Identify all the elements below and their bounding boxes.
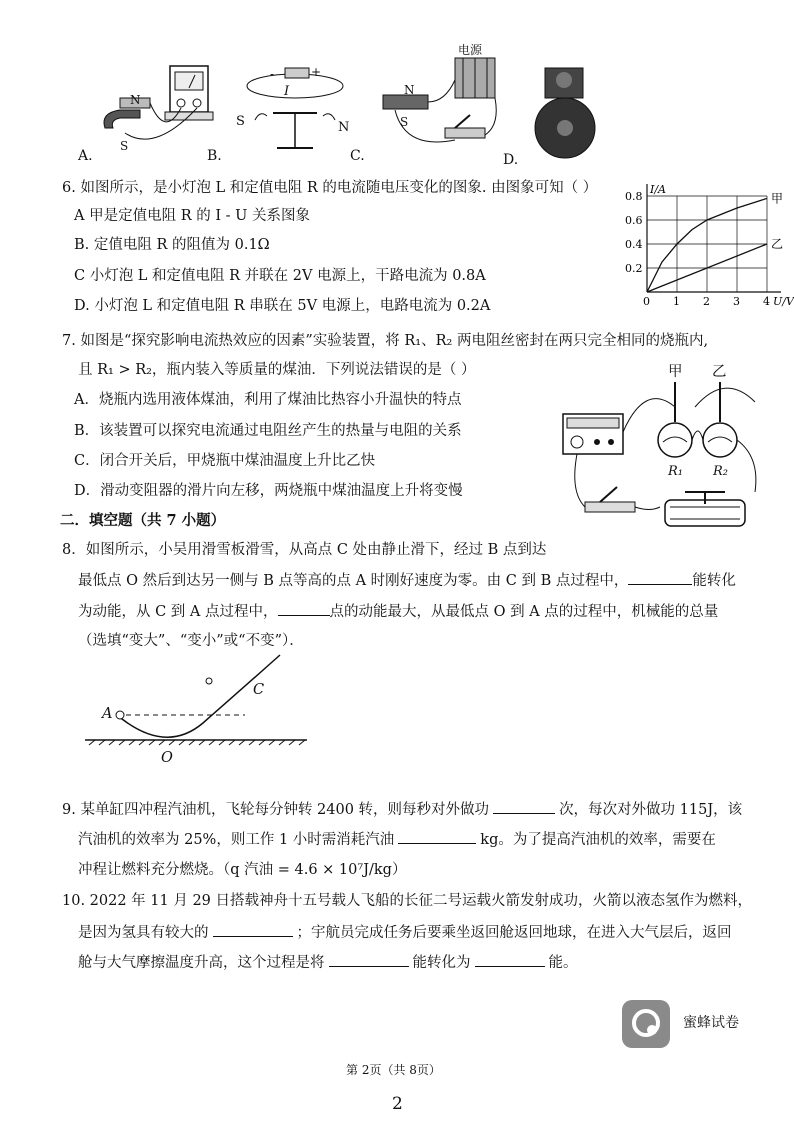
question-6-option-a: A 甲是定值电阻 R 的 I - U 关系图象 <box>74 208 310 224</box>
section-2-title: 二．填空题（共 7 小题） <box>60 512 226 529</box>
question-9-line3: 冲程让燃料充分燃烧。（q 汽油 = 4.6 × 10⁷J/kg） <box>78 862 407 878</box>
figure-b-pole-n: N <box>338 120 350 135</box>
question-8-line2-end: 能转化 <box>692 573 736 589</box>
question-7-option-b: B．该装置可以探究电流通过电阻丝产生的热量与电阻的关系 <box>74 423 462 439</box>
question-10-line2-end: ；宇航员完成任务后要乘坐返回舱返回地球，在进入大气层后，返回 <box>296 925 732 941</box>
figure-q7-label-r2: R₂ <box>713 464 728 479</box>
x-tick-label: 0 <box>643 295 650 308</box>
figure-a-galvanometer <box>95 58 215 158</box>
question-9-line1 <box>62 799 742 820</box>
question-10-line3-end: 能。 <box>548 955 578 971</box>
figure-d-label: D. <box>503 152 519 168</box>
x-tick-label: 4 <box>763 295 770 308</box>
figure-c-label: C. <box>350 148 365 164</box>
question-10-blank-3[interactable] <box>475 952 545 967</box>
question-10-line3 <box>78 952 578 973</box>
chart-grid <box>647 196 767 292</box>
x-tick-label: 3 <box>733 295 740 308</box>
figure-c-electromagnet <box>375 40 505 160</box>
series-label-0: 甲 <box>771 191 784 206</box>
x-tick-label: 1 <box>673 295 680 308</box>
y-tick-label: 0.4 <box>625 238 643 251</box>
y-tick-label: 0.6 <box>625 214 643 227</box>
question-7-stem-line1: 7. 如图是“探究影响电流热效应的因素”实验装置，将 R₁、R₂ 两电阻丝密封在两只完全相同的烧瓶内, <box>62 333 709 349</box>
question-9-blank-2[interactable] <box>398 829 476 844</box>
question-10-line1: 10. 2022 年 11 月 29 日搭载神舟十五号载人飞船的长征二号运载火箭发射成功，火箭以液态氢作为燃料， <box>62 893 753 909</box>
question-9-line1-text: 9. 某单缸四冲程汽油机，飞轮每分钟转 2400 转，则每秒对外做功 <box>62 802 490 818</box>
question-10-line3-mid: 能转化为 <box>412 955 471 971</box>
figure-q7-label-yi: 乙 <box>712 364 727 380</box>
figure-b-current-loop <box>235 58 355 158</box>
question-7-option-d: D．滑动变阻器的滑片向左移，两烧瓶中煤油温度上升将变慢 <box>74 483 463 499</box>
page-number: 2 <box>392 1094 403 1114</box>
question-7-stem-line2: 且 R₁ > R₂，瓶内装入等质量的煤油．下列说法错误的是（ ） <box>78 362 476 378</box>
figure-b-pole-s: S <box>236 114 245 129</box>
question-8-line3-text: 为动能，从 C 到 A 点过程中， <box>78 604 278 620</box>
figure-b-current-label: I <box>284 84 290 99</box>
figure-a-pole-s: S <box>120 139 129 153</box>
figure-q8-slope <box>85 655 315 765</box>
y-tick-label: 0.2 <box>625 262 643 275</box>
page-info: 第 2页（共 8页） <box>346 1063 441 1077</box>
question-8-line2 <box>78 570 736 591</box>
question-10-line2 <box>78 922 732 943</box>
question-8-line2-text: 最低点 O 然后到达另一侧与 B 点等高的点 A 时刚好速度为零。由 C 到 B 点过程中， <box>78 573 629 589</box>
logo-q-icon <box>622 1000 670 1048</box>
watermark-logo <box>622 1000 670 1048</box>
figure-a-label: A. <box>78 148 93 164</box>
series-label-1: 乙 <box>771 237 784 251</box>
question-8-line3 <box>78 601 718 622</box>
y-axis-label: I/A <box>650 183 666 196</box>
figure-q8-label-o: O <box>161 750 173 766</box>
figure-b-minus: - <box>270 67 275 81</box>
question-10-line2-text: 是因为氢具有较大的 <box>78 925 209 941</box>
figure-q7-apparatus <box>555 362 770 534</box>
figure-q7-label-r1: R₁ <box>668 464 683 479</box>
figure-q8-label-c: C <box>253 682 265 698</box>
chart-labels <box>625 183 794 308</box>
question-6-option-b: B. 定值电阻 R 的阻值为 0.1Ω <box>74 237 270 253</box>
question-6-option-d: D. 小灯泡 L 和定值电阻 R 串联在 5V 电源上，电路电流为 0.2A <box>74 298 491 314</box>
question-8-line3-end: 点的动能最大，从最低点 O 到 A 点的过程中，机械能的总量 <box>329 604 719 620</box>
question-9-blank-1[interactable] <box>493 799 555 814</box>
question-6-option-c: C 小灯泡 L 和定值电阻 R 并联在 2V 电源上，干路电流为 0.8A <box>74 268 486 284</box>
question-9-line2-end: kg。为了提高汽油机的效率，需要在 <box>480 832 716 848</box>
question-10-blank-2[interactable] <box>329 952 409 967</box>
figure-c-pole-n: N <box>404 83 415 97</box>
question-8-blank-1[interactable] <box>628 570 692 585</box>
question-6-stem: 6. 如图所示，是小灯泡 L 和定值电阻 R 的电流随电压变化的图象. 由图象可知（ ） <box>62 180 598 196</box>
figure-b-label: B. <box>207 148 222 164</box>
figure-q8-label-a: A <box>102 706 113 722</box>
question-10-blank-1[interactable] <box>213 922 293 937</box>
x-axis-label: U/V <box>773 295 794 308</box>
figure-a-pole-n: N <box>130 93 141 107</box>
watermark-text: 蜜蜂试卷 <box>683 1015 739 1031</box>
question-10-line3-text: 舱与大气摩擦温度升高，这个过程是将 <box>78 955 325 971</box>
figure-b-plus: + <box>311 65 322 79</box>
question-9-line2-text: 汽油机的效率为 25%，则工作 1 小时需消耗汽油 <box>78 832 395 848</box>
figure-c-pole-s: S <box>400 115 409 129</box>
question-7-option-a: A．烧瓶内选用液体煤油，利用了煤油比热容小升温快的特点 <box>74 392 462 408</box>
y-tick-label: 0.8 <box>625 190 643 203</box>
question-8-blank-2[interactable] <box>278 601 330 616</box>
figure-c-power-label: 电源 <box>458 43 483 57</box>
figure-q7-label-jia: 甲 <box>668 364 683 380</box>
question-9-line2 <box>78 829 716 850</box>
figure-d-bell <box>525 60 605 160</box>
question-7-option-c: C．闭合开关后，甲烧瓶中煤油温度上升比乙快 <box>74 453 376 469</box>
question-8-line4: （选填“变大”、“变小”或“不变”）． <box>78 633 304 649</box>
question-9-line1-end: 次，每次对外做功 115J，该 <box>559 802 743 818</box>
x-tick-label: 2 <box>703 295 710 308</box>
question-8-line1: 8．如图所示，小吴用滑雪板滑雪，从高点 C 处由静止滑下，经过 B 点到达 <box>62 542 547 558</box>
iu-chart <box>615 180 794 310</box>
